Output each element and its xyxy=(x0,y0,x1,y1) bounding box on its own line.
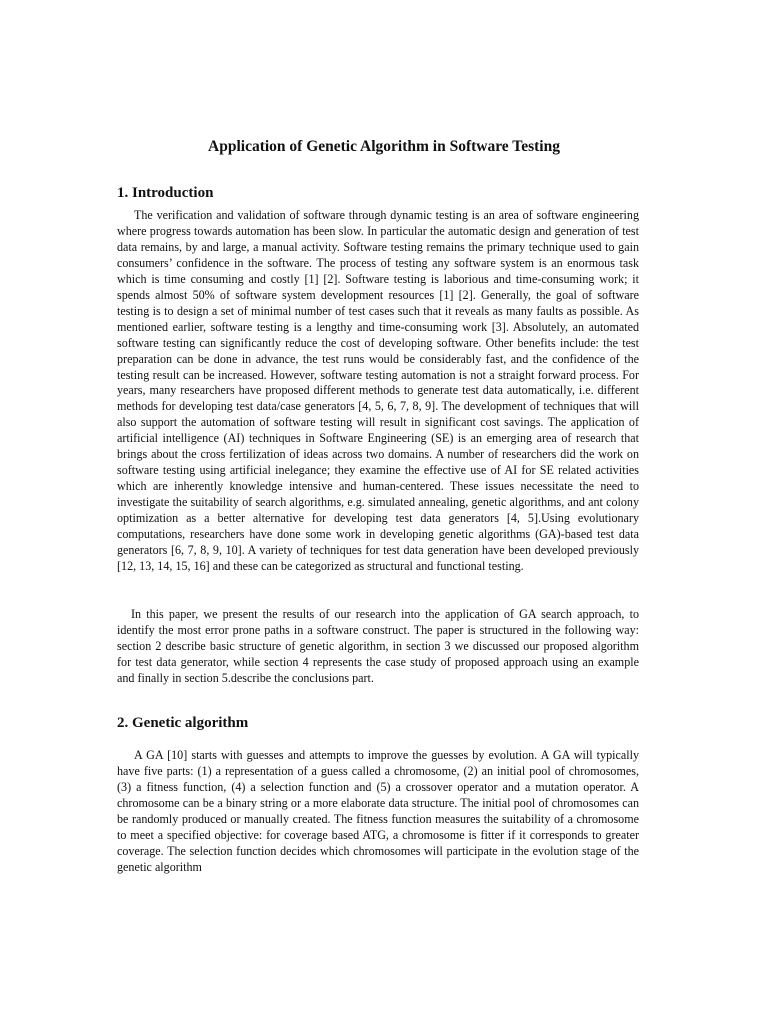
paper-title: Application of Genetic Algorithm in Software Testing xyxy=(208,138,560,155)
introduction-paragraph-1-text: The verification and validation of software through dynamic testing is an area of software engineering where progress towards automation has been slow. In particular the automatic design and generation of test data remains, by and large, a manual activity. Software testing remains the primary technique used to gain consumers’ confidence in the software. The process of testing any software system is an enormous task which is time consuming and costly [1] [2]. Software testing is laborious and time-consuming work; it spends almost 50% of software system development resources [1] [2]. Generally, the goal of software testing is to design a set of minimal number of test cases such that it reveals as many faults as possible. As mentioned earlier, software testing is a lengthy and time-consuming work [3]. Absolutely, an automated software testing can significantly reduce the cost of developing software. Other benefits include: the test preparation can be done in advance, the test runs would be considerably fast, and the confidence of the testing result can be increased. However, software testing automation is not a straight forward process. For years, many researchers have proposed different methods to generate test data automatically, i.e. different methods for developing test data/case generators [4, 5, 6, 7, 8, 9]. The development of techniques that will also support the automation of software testing will result in significant cost savings. The application of artificial intelligence (AI) techniques in Software Engineering (SE) is an emerging area of research that brings about the cross fertilization of ideas across two domains. A number of researchers did the work on software testing using artificial inelegance; they examine the effective use of AI for SE related activities which are inherently knowledge intensive and human-centered. These issues necessitate the need to investigate the suitability of search algorithms, e.g. simulated annealing, genetic algorithms, and ant colony optimization as a better alternative for developing test data generators [4, 5].Using evolutionary computations, researchers have done some work in developing genetic algorithms (GA)-based test data generators [6, 7, 8, 9, 10]. A variety of techniques for test data generation have been developed previously [12, 13, 14, 15, 16] and these can be categorized as structural and functional testing. xyxy=(117,208,639,573)
section-heading-genetic-algorithm: 2. Genetic algorithm xyxy=(117,715,249,731)
genetic-algorithm-paragraph-1-text: A GA [10] starts with guesses and attempts to improve the guesses by evolution. A GA will typically have five parts: (1) a representation of a guess called a chromosome, (2) an initial pool of chromosomes, (3) a fitness function, (4) a selection function and (5) a crossover operator and a mutation operator. A chromosome can be a binary string or a more elaborate data structure. The initial pool of chromosomes can be randomly produced or manually created. The fitness function measures the suitability of a chromosome to meet a specified objective: for coverage based ATG, a chromosome is fitter if it corresponds to greater coverage. The selection function decides which chromosomes will participate in the evolution stage of the genetic algorithm xyxy=(117,748,639,874)
introduction-paragraph-2 xyxy=(117,607,639,687)
genetic-algorithm-paragraph-1 xyxy=(117,748,639,876)
introduction-paragraph-1 xyxy=(117,208,639,575)
section-heading-introduction: 1. Introduction xyxy=(117,185,214,201)
introduction-paragraph-2-text: In this paper, we present the results of our research into the application of GA search approach, to identify the most error prone paths in a software construct. The paper is structured in the following way: section 2 describe basic structure of genetic algorithm, in section 3 we discussed our proposed algorithm for test data generator, while section 4 represents the case study of proposed approach using an example and finally in section 5.describe the conclusions part. xyxy=(117,607,639,685)
